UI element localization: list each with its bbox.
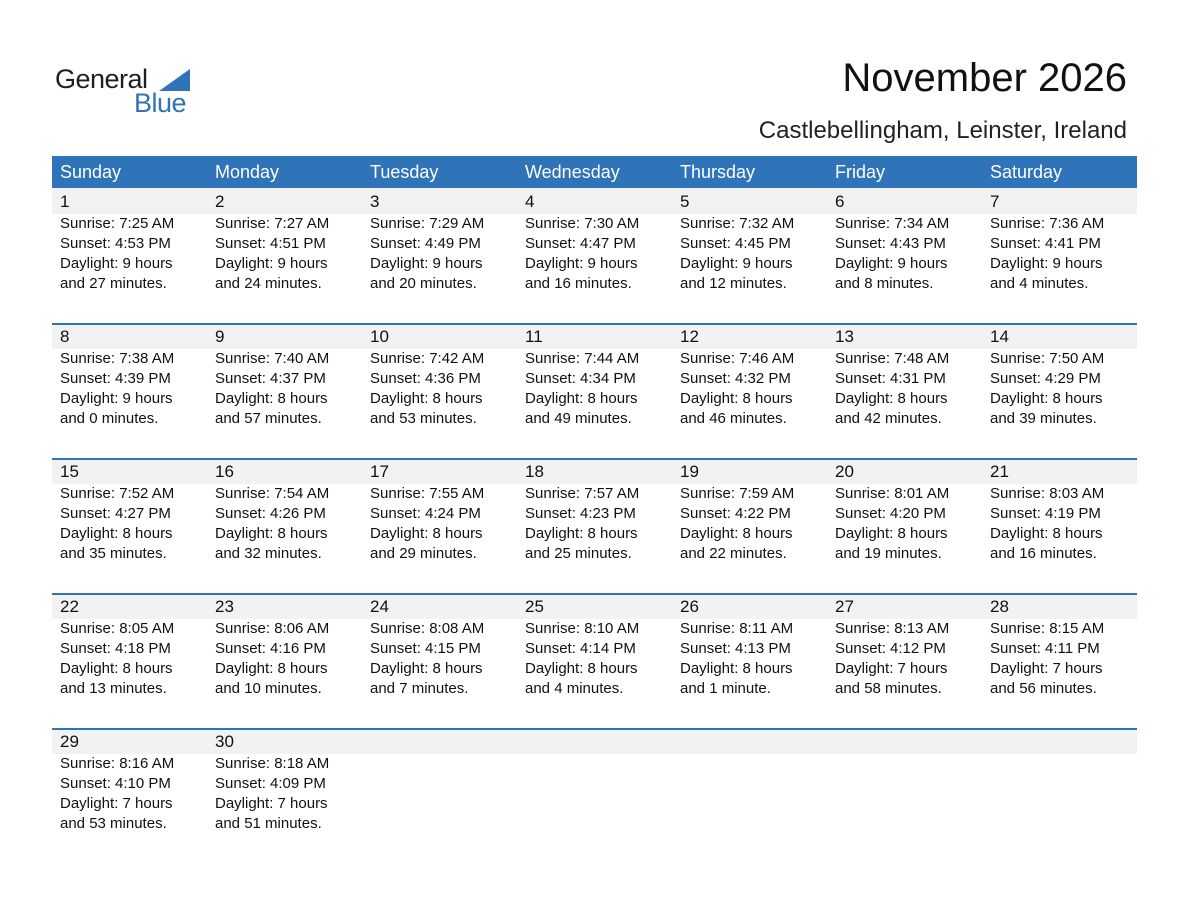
sunrise-text: Sunrise: 7:54 AM [215, 485, 330, 502]
sunrise-text: Sunrise: 7:36 AM [990, 215, 1105, 232]
day-cell [52, 593, 207, 699]
daylight-text: Daylight: 8 hours [680, 660, 793, 677]
sunrise-text: Sunrise: 8:03 AM [990, 485, 1105, 502]
sunset-text: Sunset: 4:10 PM [60, 775, 171, 792]
week-row [52, 593, 1137, 728]
day-number: 13 [835, 327, 854, 346]
sunset-text: Sunset: 4:26 PM [215, 505, 326, 522]
sunrise-text: Sunrise: 7:40 AM [215, 350, 330, 367]
daylight-minutes-text: and 39 minutes. [990, 410, 1097, 427]
week-row [52, 458, 1137, 593]
daylight-minutes-text: and 4 minutes. [990, 275, 1089, 292]
day-number: 26 [680, 597, 699, 616]
day-cell [517, 323, 672, 429]
daylight-minutes-text: and 19 minutes. [835, 545, 942, 562]
day-cell [207, 728, 362, 834]
sunrise-text: Sunrise: 7:44 AM [525, 350, 640, 367]
sunset-text: Sunset: 4:13 PM [680, 640, 791, 657]
daylight-minutes-text: and 53 minutes. [60, 815, 167, 832]
day-cell [207, 323, 362, 429]
daylight-text: Daylight: 8 hours [835, 390, 948, 407]
day-number: 14 [990, 327, 1009, 346]
sunrise-text: Sunrise: 7:46 AM [680, 350, 795, 367]
week-days [52, 323, 1137, 429]
daylight-text: Daylight: 7 hours [60, 795, 173, 812]
day-number: 8 [60, 327, 70, 346]
daylight-minutes-text: and 29 minutes. [370, 545, 477, 562]
week-days [52, 728, 1137, 834]
sunset-text: Sunset: 4:11 PM [990, 640, 1100, 657]
sunset-text: Sunset: 4:09 PM [215, 775, 326, 792]
daylight-minutes-text: and 22 minutes. [680, 545, 787, 562]
daylight-text: Daylight: 8 hours [215, 390, 328, 407]
weeks-container [52, 188, 1137, 863]
daylight-text: Daylight: 8 hours [370, 390, 483, 407]
day-cell [827, 458, 982, 564]
day-cell [362, 458, 517, 564]
daylight-text: Daylight: 7 hours [835, 660, 948, 677]
sunrise-text: Sunrise: 7:55 AM [370, 485, 485, 502]
day-cell [207, 188, 362, 294]
sunset-text: Sunset: 4:19 PM [990, 505, 1101, 522]
sunrise-text: Sunrise: 7:57 AM [525, 485, 640, 502]
sunrise-text: Sunrise: 7:34 AM [835, 215, 950, 232]
day-number: 28 [990, 597, 1009, 616]
daylight-text: Daylight: 8 hours [215, 660, 328, 677]
sunrise-text: Sunrise: 8:16 AM [60, 755, 175, 772]
daylight-text: Daylight: 8 hours [990, 525, 1103, 542]
weekday-header-tuesday: Tuesday [370, 162, 439, 182]
sunset-text: Sunset: 4:12 PM [835, 640, 946, 657]
sunset-text: Sunset: 4:20 PM [835, 505, 946, 522]
sunrise-text: Sunrise: 7:32 AM [680, 215, 795, 232]
daylight-minutes-text: and 42 minutes. [835, 410, 942, 427]
week-days [52, 593, 1137, 699]
sunset-text: Sunset: 4:34 PM [525, 370, 636, 387]
day-cell [982, 188, 1137, 294]
sunrise-text: Sunrise: 8:06 AM [215, 620, 330, 637]
day-cell [517, 188, 672, 294]
sunset-text: Sunset: 4:49 PM [370, 235, 481, 252]
sunset-text: Sunset: 4:51 PM [215, 235, 326, 252]
day-cell [362, 188, 517, 294]
daylight-text: Daylight: 8 hours [525, 525, 638, 542]
empty-day-cell [362, 728, 517, 834]
day-cell [827, 188, 982, 294]
sunset-text: Sunset: 4:27 PM [60, 505, 171, 522]
daylight-minutes-text: and 12 minutes. [680, 275, 787, 292]
daylight-text: Daylight: 8 hours [370, 660, 483, 677]
daylight-minutes-text: and 51 minutes. [215, 815, 322, 832]
daylight-text: Daylight: 9 hours [680, 255, 793, 272]
day-number: 27 [835, 597, 854, 616]
day-number: 7 [990, 192, 1000, 211]
sunrise-text: Sunrise: 8:01 AM [835, 485, 950, 502]
sunrise-text: Sunrise: 8:08 AM [370, 620, 485, 637]
daylight-minutes-text: and 10 minutes. [215, 680, 322, 697]
week-days [52, 188, 1137, 294]
day-cell [207, 458, 362, 564]
daylight-minutes-text: and 25 minutes. [525, 545, 632, 562]
daylight-text: Daylight: 8 hours [680, 390, 793, 407]
day-cell [982, 593, 1137, 699]
daylight-text: Daylight: 9 hours [60, 390, 173, 407]
daylight-text: Daylight: 8 hours [215, 525, 328, 542]
sunrise-text: Sunrise: 7:29 AM [370, 215, 485, 232]
daylight-minutes-text: and 7 minutes. [370, 680, 469, 697]
daylight-minutes-text: and 27 minutes. [60, 275, 167, 292]
day-cell [362, 323, 517, 429]
day-number: 9 [215, 327, 225, 346]
sunrise-text: Sunrise: 7:59 AM [680, 485, 795, 502]
daylight-text: Daylight: 7 hours [990, 660, 1103, 677]
week-row [52, 188, 1137, 323]
daylight-minutes-text: and 58 minutes. [835, 680, 942, 697]
day-cell [827, 593, 982, 699]
daylight-text: Daylight: 8 hours [990, 390, 1103, 407]
daylight-minutes-text: and 35 minutes. [60, 545, 167, 562]
sunrise-text: Sunrise: 7:50 AM [990, 350, 1105, 367]
week-row [52, 323, 1137, 458]
sunset-text: Sunset: 4:37 PM [215, 370, 326, 387]
weekday-header-wednesday: Wednesday [525, 162, 620, 182]
day-number: 2 [215, 192, 225, 211]
sunrise-text: Sunrise: 7:25 AM [60, 215, 175, 232]
logo-general-text: General [55, 64, 148, 94]
day-cell [52, 323, 207, 429]
daylight-minutes-text: and 49 minutes. [525, 410, 632, 427]
daylight-text: Daylight: 9 hours [215, 255, 328, 272]
weekday-header-saturday: Saturday [990, 162, 1063, 182]
sunset-text: Sunset: 4:36 PM [370, 370, 481, 387]
daylight-text: Daylight: 8 hours [370, 525, 483, 542]
sunset-text: Sunset: 4:18 PM [60, 640, 171, 657]
daylight-text: Daylight: 8 hours [525, 660, 638, 677]
sunset-text: Sunset: 4:29 PM [990, 370, 1101, 387]
day-number: 12 [680, 327, 699, 346]
day-number: 3 [370, 192, 380, 211]
day-number: 5 [680, 192, 690, 211]
day-number: 25 [525, 597, 544, 616]
empty-day-cell [517, 728, 672, 834]
sunset-text: Sunset: 4:47 PM [525, 235, 636, 252]
daylight-text: Daylight: 9 hours [990, 255, 1103, 272]
weekday-header-thursday: Thursday [680, 162, 756, 182]
daylight-text: Daylight: 9 hours [525, 255, 638, 272]
sunset-text: Sunset: 4:23 PM [525, 505, 636, 522]
day-cell [672, 593, 827, 699]
empty-day-cell [982, 728, 1137, 834]
daylight-text: Daylight: 9 hours [60, 255, 173, 272]
daylight-text: Daylight: 8 hours [835, 525, 948, 542]
sunrise-text: Sunrise: 8:11 AM [680, 620, 794, 637]
day-cell [52, 458, 207, 564]
day-number: 1 [60, 192, 70, 211]
sunset-text: Sunset: 4:15 PM [370, 640, 481, 657]
empty-day-cell [827, 728, 982, 834]
daylight-minutes-text: and 24 minutes. [215, 275, 322, 292]
sunset-text: Sunset: 4:43 PM [835, 235, 946, 252]
day-cell [52, 188, 207, 294]
sunrise-text: Sunrise: 8:18 AM [215, 755, 330, 772]
daylight-minutes-text: and 4 minutes. [525, 680, 624, 697]
daylight-text: Daylight: 8 hours [525, 390, 638, 407]
sunset-text: Sunset: 4:39 PM [60, 370, 171, 387]
day-number: 18 [525, 462, 544, 481]
sunset-text: Sunset: 4:24 PM [370, 505, 481, 522]
weekday-header-sunday: Sunday [60, 162, 122, 182]
sunset-text: Sunset: 4:22 PM [680, 505, 791, 522]
day-cell [517, 593, 672, 699]
daylight-minutes-text: and 32 minutes. [215, 545, 322, 562]
day-cell [362, 593, 517, 699]
day-cell [982, 458, 1137, 564]
sunrise-text: Sunrise: 8:10 AM [525, 620, 640, 637]
sunrise-text: Sunrise: 8:05 AM [60, 620, 175, 637]
daylight-minutes-text: and 56 minutes. [990, 680, 1097, 697]
sunrise-text: Sunrise: 7:42 AM [370, 350, 485, 367]
day-number: 29 [60, 732, 79, 751]
generalblue-logo [55, 64, 205, 120]
sunset-text: Sunset: 4:41 PM [990, 235, 1101, 252]
daylight-minutes-text: and 46 minutes. [680, 410, 787, 427]
sunset-text: Sunset: 4:32 PM [680, 370, 791, 387]
sunrise-text: Sunrise: 8:13 AM [835, 620, 950, 637]
day-number: 17 [370, 462, 389, 481]
week-days [52, 458, 1137, 564]
sunset-text: Sunset: 4:31 PM [835, 370, 946, 387]
page-title: November 2026 [842, 56, 1127, 100]
day-number: 19 [680, 462, 699, 481]
sunset-text: Sunset: 4:45 PM [680, 235, 791, 252]
daylight-minutes-text: and 16 minutes. [525, 275, 632, 292]
calendar-grid [52, 156, 1137, 863]
day-number: 21 [990, 462, 1009, 481]
sunrise-text: Sunrise: 7:27 AM [215, 215, 330, 232]
daylight-minutes-text: and 8 minutes. [835, 275, 934, 292]
day-number: 6 [835, 192, 845, 211]
sunset-text: Sunset: 4:53 PM [60, 235, 171, 252]
day-number: 16 [215, 462, 234, 481]
day-cell [517, 458, 672, 564]
daylight-minutes-text: and 53 minutes. [370, 410, 477, 427]
day-number: 22 [60, 597, 79, 616]
sunrise-text: Sunrise: 8:15 AM [990, 620, 1105, 637]
day-number: 20 [835, 462, 854, 481]
sunset-text: Sunset: 4:16 PM [215, 640, 326, 657]
daylight-minutes-text: and 20 minutes. [370, 275, 477, 292]
daylight-minutes-text: and 13 minutes. [60, 680, 167, 697]
location-subtitle: Castlebellingham, Leinster, Ireland [758, 117, 1127, 144]
day-cell [672, 188, 827, 294]
day-number: 23 [215, 597, 234, 616]
daylight-minutes-text: and 16 minutes. [990, 545, 1097, 562]
empty-day-cell [672, 728, 827, 834]
day-number: 10 [370, 327, 389, 346]
day-cell [672, 323, 827, 429]
weekday-header-friday: Friday [835, 162, 886, 182]
daylight-text: Daylight: 7 hours [215, 795, 328, 812]
logo-blue-text: Blue [134, 88, 187, 118]
day-cell [207, 593, 362, 699]
day-number: 11 [525, 327, 543, 346]
day-number: 30 [215, 732, 234, 751]
weekday-header-row [52, 156, 1137, 188]
sunset-text: Sunset: 4:14 PM [525, 640, 636, 657]
daylight-text: Daylight: 9 hours [370, 255, 483, 272]
sunrise-text: Sunrise: 7:52 AM [60, 485, 175, 502]
day-number: 24 [370, 597, 389, 616]
day-cell [52, 728, 207, 834]
day-number: 15 [60, 462, 79, 481]
daylight-minutes-text: and 57 minutes. [215, 410, 322, 427]
sunrise-text: Sunrise: 7:30 AM [525, 215, 640, 232]
day-number: 4 [525, 192, 535, 211]
daylight-text: Daylight: 8 hours [60, 525, 173, 542]
sunrise-text: Sunrise: 7:38 AM [60, 350, 175, 367]
daylight-text: Daylight: 9 hours [835, 255, 948, 272]
weekday-header-monday: Monday [215, 162, 280, 182]
daylight-text: Daylight: 8 hours [680, 525, 793, 542]
day-cell [982, 323, 1137, 429]
week-row [52, 728, 1137, 863]
day-cell [672, 458, 827, 564]
sunrise-text: Sunrise: 7:48 AM [835, 350, 950, 367]
day-cell [827, 323, 982, 429]
daylight-minutes-text: and 0 minutes. [60, 410, 159, 427]
daylight-minutes-text: and 1 minute. [680, 680, 771, 697]
daylight-text: Daylight: 8 hours [60, 660, 173, 677]
